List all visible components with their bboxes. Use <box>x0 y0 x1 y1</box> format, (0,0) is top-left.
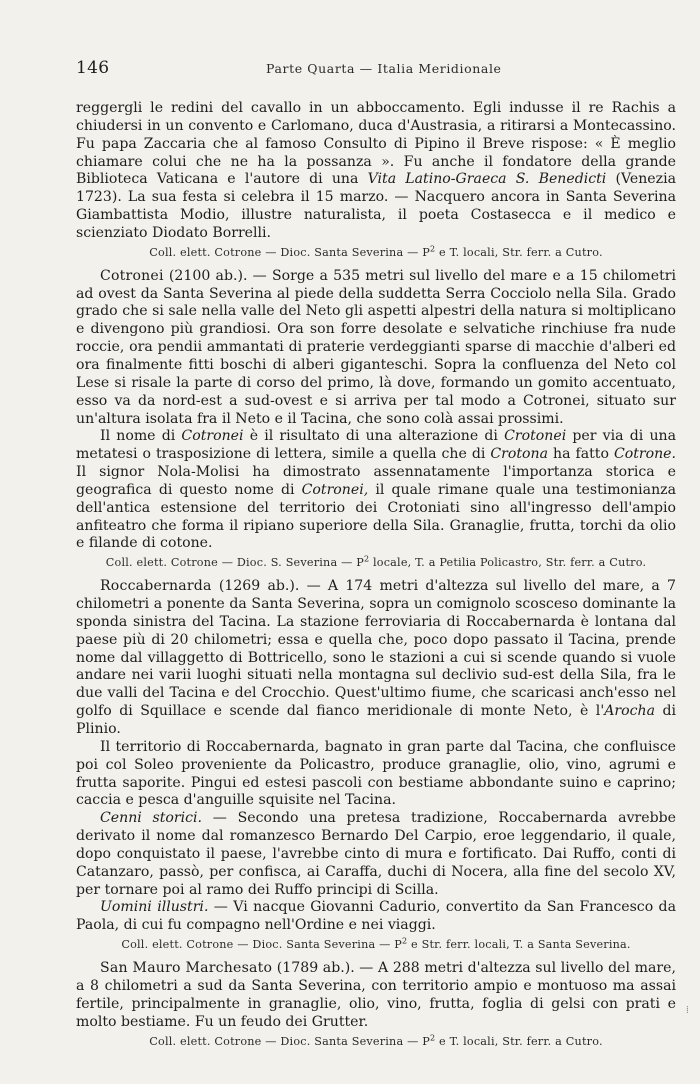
paragraph-roccabernarda-uomini: Uomini illustri. — Vi nacque Giovanni Cadurio, convertito da San Francesco da Paola, di cui fu compagno nell'Ordine e nei viaggi. <box>76 899 676 934</box>
entry-roccabernarda: Roccabernarda (1269 ab.). — A 174 metri d'altezza sul livello del mare, a 7 chilometri a ponente da Santa Severina, sopra un comignolo scosceso dominante la sponda sinistra del Tacina. La stazione ferroviaria di Roccabernarda è lontana dal paese più di 20 chilometri; essa e quella che, poco dopo passato il Tacina, prende nome dal villaggetto di Bottricello, sono le stazioni a cui si scende quando si vuole andare nei varii luoghi situati nella montagna sul declivio sud-est della Sila, fra le due valli del Tacina e del Crocchio. Quest'ultimo fiume, che scaricasi anch'esso nel golfo di Squillace e scende dal fianco meridionale di monte Neto, è l'Arocha di Plinio. <box>76 578 676 737</box>
entry-title-san-mauro: San Mauro Marchesato <box>100 960 273 977</box>
paragraph-roccabernarda-cenni: Cenni storici. — Secondo una pretesa tradizione, Roccabernarda avrebbe derivato il nome dal romanzesco Bernardo Del Carpio, eroe leggendario, il quale, dopo conquistato il paese, l'avrebbe cinto di mura e fortificato. Dai Ruffo, conti di Catanzaro, passò, per confisca, ai Caraffa, duchi di Nocera, alla fine del secolo XV, per tornare poi al ramo dei Ruffo principi di Scilla. <box>76 810 676 898</box>
paragraph-roccabernarda-territorio: Il territorio di Roccabernarda, bagnato in gran parte dal Tacina, che confluisce poi col Soleo proveniente da Policastro, produce granaglie, olio, vino, agrumi e frutta saporite. Pingui ed estesi pascoli con bestiame abbondante suino e caprino; caccia e pesca d'anguille squisite nel Tacina. <box>76 738 676 809</box>
entry-title-roccabernarda: Roccabernarda <box>100 578 212 595</box>
page-header <box>76 58 676 82</box>
page-body <box>76 100 676 1053</box>
entry-cotronei: Cotronei (2100 ab.). — Sorge a 535 metri sul livello del mare e a 15 chilometri ad ovest da Santa Severina al piede della suddetta Serra Cocciolo nella Sila. Grado grado che si sale nella valle del Neto gli aspetti alpestri della natura si moltiplicano e divengono più grandiosi. Ora son forre desolate e selvatiche rinchiuse fra nude roccie, ora pendii ammantati di praterie verdeggianti sparse di macchie d'alberi ed ora finalmente fitti boschi di alberi giganteschi. Sopra la confluenza del Neto col Lese si risale la parte di corso del primo, là dove, formando un gomito accentuato, esso va da nord-est a sud-ovest e si arriva per tal modo a Cotronei, situato sur un'altura isolata fra il Neto e il Tacina, che sono colà assai prossimi. <box>76 267 676 427</box>
paragraph-santa-severina-continued: reggergli le redini del cavallo in un abboccamento. Egli indusse il re Rachis a chiudersi in un convento e Carlomano, duca d'Austrasia, a ritirarsi a Montecassino. Fu papa Zaccaria che al famoso Consulto di Pipino il Breve rispose: « È meglio chiamare colui che ne ha la possanza ». Fu anche il fondatore della grande Biblioteca Vaticana e l'autore di una Vita Latino-Graeca S. Benedicti (Venezia 1723). La sua festa si celebra il 15 marzo. — Nacquero ancora in Santa Severina Giambattista Modio, illustre naturalista, il poeta Costasecca e il medico e scienziato Diodato Borrelli. <box>76 100 676 241</box>
entry-san-mauro-marchesato: San Mauro Marchesato (1789 ab.). — A 288 metri d'altezza sul livello del mare, a 8 chilometri a sud da Santa Severina, con territorio ampio e montuoso ma assai fertile, principalmente in granaglie, olio, vino, frutta, foglia di gelsi con prati e molto bestiame. Fu un feudo dei Grutter. <box>76 960 676 1030</box>
admin-note-cotronei: Coll. elett. Cotrone — Dioc. S. Severina — $P^2$ locale, T. a Petilia Policastro, Str. ferr. a Cutro. <box>105 554 647 570</box>
page-edge-mark: ⁞ <box>686 1005 689 1016</box>
admin-note-santa-severina: Coll. elett. Cotrone — Dioc. Santa Severina — $P^2$ e T. locali, Str. ferr. a Cutro. <box>149 244 603 259</box>
page-number: 146 <box>76 58 110 78</box>
entry-title-cotronei: Cotronei <box>100 267 164 284</box>
paragraph-cotronei-name: Il nome di Cotronei è il risultato di una alterazione di Crotonei per via di una metatesi o trasposizione di lettera, simile a quella che di Crotona ha fatto Cotrone. Il signor Nola-Molisi ha dimostrato assennatamente l'importanza storica e geografica di questo nome di Cotronei, il quale rimane quale una testimonianza dell'antica estensione del territorio dei Crotoniati sino all'ingresso dell'ampio anfiteatro che forma il ripiano superiore della Sila. Granaglie, frutta, torchi da olio e filande di cotone. <box>76 428 677 552</box>
running-title: Parte Quarta — Italia Meridionale <box>266 61 502 76</box>
admin-note-san-mauro: Coll. elett. Cotrone — Dioc. Santa Severina — $P^2$ e T. locali, Str. ferr. a Cutro. <box>149 1032 603 1048</box>
admin-note-roccabernarda: Coll. elett. Cotrone — Dioc. Santa Severina — $P^2$ e Str. ferr. locali, T. a Santa Severina. <box>121 936 631 952</box>
